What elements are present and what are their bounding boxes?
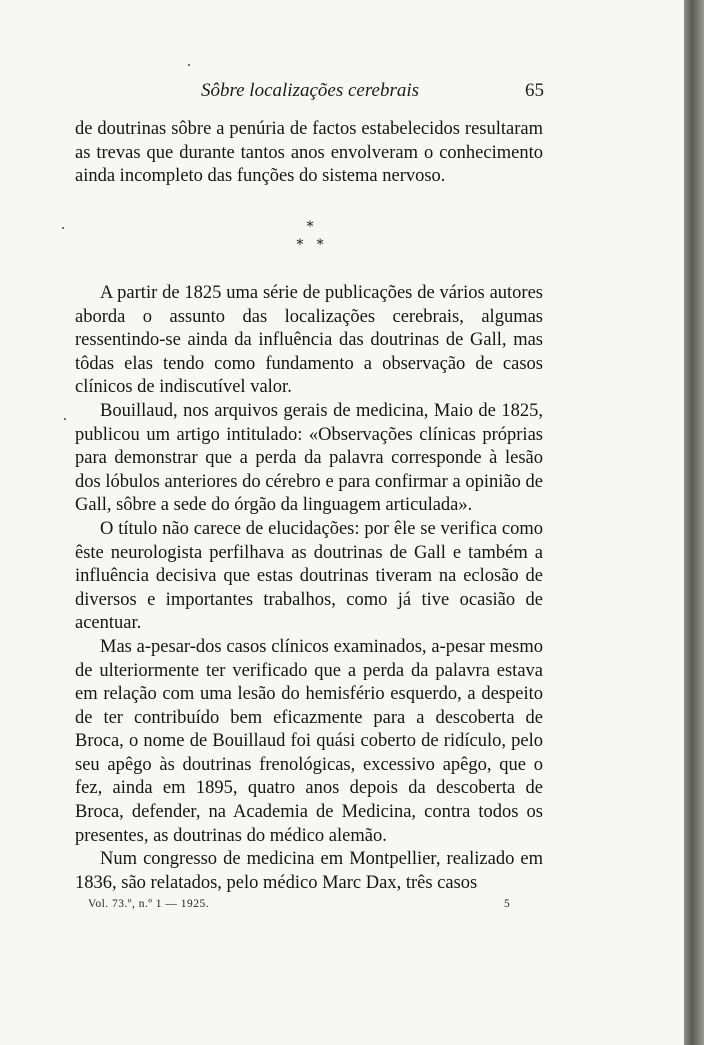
running-title: Sôbre localizações cerebrais [200, 80, 420, 101]
paragraph: Num congresso de medicina em Montpellier, realizado em 1836, são relatados, pelo médico Marc Dax, três casos [75, 849, 543, 893]
main-text [75, 282, 543, 895]
page-edge-shadow [684, 0, 704, 1045]
signature-mark: 5 [504, 898, 510, 910]
asterism-top: * [306, 219, 314, 235]
ink-speck [62, 227, 64, 229]
paragraph: Bouillaud, nos arquivos gerais de medicina, Maio de 1825, publicou um artigo intitulado: «Observações clínicas próprias para demonstrar que a perda da palavra corresponde à lesão dos lóbulos anteriores do cérebro e para confirmar a opinião de Gall, sôbre a sede do órgão da linguagem articulada». [75, 400, 543, 516]
paragraph: O título não carece de elucidações: por êle se verifica como êste neurologista perfilhava as doutrinas de Gall e também a influência decisiva que estas doutrinas tiveram na eclosão de diversos e importantes trabalhos, como já tive ocasião de acentuar. [75, 518, 543, 634]
paragraph: A partir de 1825 uma série de publicações de vários autores aborda o assunto das localizações cerebrais, algumas ressentindo-se ainda da influência das doutrinas de Gall, mas tôdas elas tendo como fundamento a observação de casos clínicos de indiscutível valor. [75, 283, 543, 398]
volume-footer: Vol. 73.º, n.º 1 — 1925. [88, 898, 210, 910]
page-number: 65 [525, 80, 544, 101]
ink-speck [64, 418, 66, 420]
ink-speck [188, 64, 190, 66]
paragraph-continued: de doutrinas sôbre a penúria de factos estabelecidos resultaram as trevas que durante tantos anos envolveram o conhecimento ainda incompleto das funções do sistema nervoso. [75, 119, 543, 187]
top-paragraph [75, 118, 543, 189]
asterism-bottom: * * [296, 237, 324, 253]
paragraph: Mas a-pesar-dos casos clínicos examinados, a-pesar mesmo de ulteriormente ter verificado que a perda da palavra estava em relação com uma lesão do hemisfério esquerdo, a despeito de ter contribuído bem eficazmente para a descoberta de Broca, o nome de Bouillaud foi quási coberto de ridículo, pelo seu apêgo às doutrinas frenológicas, excessivo apêgo, que o fez, ainda em 1895, quatro anos depois da descoberta de Broca, defender, na Academia de Medicina, contra todos os presentes, as doutrinas do médico alemão. [75, 636, 543, 846]
